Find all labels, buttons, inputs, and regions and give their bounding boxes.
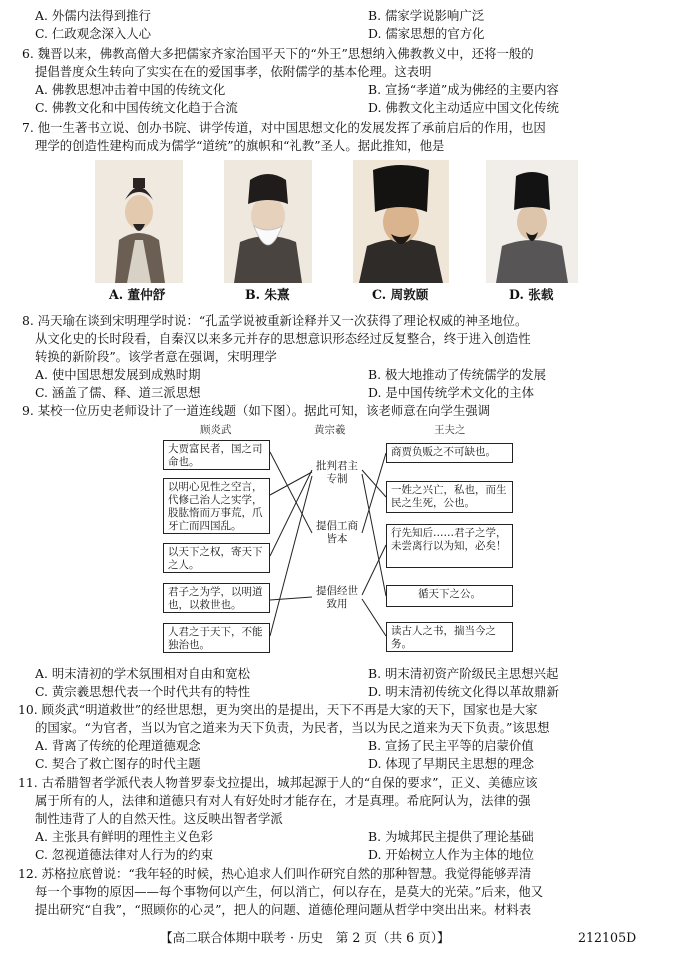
center-item-1: 批判君主专制: [316, 460, 358, 485]
q5-option-d: D. 儒家思想的官方化: [368, 26, 485, 41]
left-box-5: 人君之于天下，不能独治也。: [163, 623, 270, 653]
q7-option-a: A. 董仲舒: [109, 287, 166, 302]
col-head-gu-yanwu: 顾炎武: [200, 424, 232, 436]
right-box-4: 循天下之公。: [386, 585, 513, 607]
q6-option-a: A. 佛教思想冲击着中国的传统文化: [35, 82, 226, 97]
q10-option-c: C. 契合了救亡图存的时代主题: [35, 756, 201, 771]
q8-option-d: D. 是中国传统学术文化的主体: [368, 385, 535, 400]
q7-stem-line-1: 7. 他一生著书立说、创办书院、讲学传道，对中国思想文化的发展发挥了承前启后的作用，也因: [22, 120, 546, 135]
q12-stem-line-3: 提出研究“自我”，“照顾你的心灵”，把人的问题、道德伦理问题从哲学中突出出来。材料表: [35, 902, 532, 917]
right-box-1: 商贾负贩之不可缺也。: [386, 443, 513, 463]
q5-option-a: A. 外儒内法得到推行: [35, 8, 151, 23]
q7-option-b: B. 朱熹: [245, 287, 290, 302]
q10-option-b: B. 宣扬了民主平等的启蒙价值: [368, 738, 534, 753]
q11-option-b: B. 为城邦民主提供了理论基础: [368, 829, 534, 844]
q8-option-a: A. 使中国思想发展到成熟时期: [35, 367, 201, 382]
q9-option-b: B. 明末清初资产阶级民主思想兴起: [368, 666, 559, 681]
col-head-huang-zongxi: 黄宗羲: [314, 424, 346, 436]
right-box-2: 一姓之兴亡，私也，而生民之生死，公也。: [386, 481, 513, 513]
right-box-5: 读古人之书，揣当今之务。: [386, 622, 513, 652]
q8-stem-line-2: 从文化史的长时段看，自秦汉以来多元并存的思想意识形态经过反复整合，终于进入创造性: [35, 331, 531, 346]
q12-stem-line-1: 12. 苏格拉底曾说：“我年轻的时候，热心追求人们叫作研究自然的那种智慧。我觉得能够弄清: [18, 866, 532, 881]
q9-option-d: D. 明末清初传统文化得以革故鼎新: [368, 684, 559, 699]
q8-option-c: C. 涵盖了儒、释、道三派思想: [35, 385, 201, 400]
q9-option-a: A. 明末清初的学术氛围相对自由和宽松: [35, 666, 251, 681]
q6-option-b: B. 宣扬“孝道”成为佛经的主要内容: [368, 82, 559, 97]
q6-option-c: C. 佛教文化和中国传统文化趋于合流: [35, 100, 238, 115]
q5-option-b: B. 儒家学说影响广泛: [368, 8, 485, 23]
center-item-3: 提倡经世致用: [316, 585, 358, 610]
q8-stem-line-3: 转换的新阶段”。该学者意在强调，宋明理学: [35, 349, 277, 364]
q8-stem-line-1: 8. 冯天瑜在谈到宋明理学时说：“孔孟学说被重新诠释并又一次获得了理论权威的神圣地位。: [22, 313, 528, 328]
q11-stem-line-2: 属于所有的人，法律和道德只有对人有好处时才能存在，才是真理。希庇阿认为，法律的强: [35, 793, 531, 808]
q9-option-c: C. 黄宗羲思想代表一个时代共有的特性: [35, 684, 251, 699]
q11-option-d: D. 开始树立人作为主体的地位: [368, 847, 535, 862]
q7-option-d: D. 张载: [509, 287, 554, 302]
q10-option-a: A. 背离了传统的伦理道德观念: [35, 738, 201, 753]
q11-option-c: C. 忽视道德法律对人行为的约束: [35, 847, 213, 862]
col-head-wang-fuzhi: 王夫之: [434, 424, 466, 436]
q5-option-c: C. 仁政观念深入人心: [35, 26, 152, 41]
center-item-2: 提倡工商皆本: [316, 520, 358, 545]
left-box-3: 以天下之权，寄天下之人。: [163, 543, 270, 573]
q12-stem-line-2: 每一个事物的原因——每个事物何以产生，何以消亡，何以存在，是莫大的光荣。”后来，他又: [35, 884, 544, 899]
q9-stem: 9. 某校一位历史老师设计了一道连线题（如下图）。据此可知，该老师意在向学生强调: [22, 403, 491, 418]
left-box-1: 大贾富民者，国之司命也。: [163, 440, 270, 470]
footer-title: 【高二联合体期中联考 · 历史 第 2 页（共 6 页）】: [160, 930, 450, 945]
q8-option-b: B. 极大地推动了传统儒学的发展: [368, 367, 547, 382]
q11-option-a: A. 主张具有鲜明的理性主义色彩: [35, 829, 213, 844]
q11-stem-line-3: 制性违背了人的自然天性。这反映出智者学派: [35, 811, 283, 826]
q11-stem-line-1: 11. 古希腊智者学派代表人物普罗泰戈拉提出，城邦起源于人的“自保的要求”，正义、美德应该: [18, 775, 538, 790]
left-box-4: 君子之为学，以明道也，以救世也。: [163, 583, 270, 613]
q10-option-d: D. 体现了早期民主思想的理念: [368, 756, 535, 771]
footer-code: 212105D: [578, 930, 637, 945]
q7-option-c: C. 周敦颐: [372, 287, 429, 302]
q6-option-d: D. 佛教文化主动适应中国文化传统: [368, 100, 559, 115]
q7-stem-line-2: 理学的创造性建构而成为儒学“道统”的旗帜和“礼教”圣人。据此推知，他是: [35, 138, 445, 153]
q10-stem-line-1: 10. 顾炎武“明道救世”的经世思想，更为突出的是提出，天下不再是大家的天下，国家也是大家: [18, 702, 538, 717]
q6-stem-line-2: 提倡普度众生转向了实实在在的爱国事孝，依附儒学的基本伦理。这表明: [35, 64, 432, 79]
left-box-2: 以明心见性之空言，代修己治人之实学，股肱惰而万事荒，爪牙亡而四国乱。: [163, 478, 270, 534]
q6-stem-line-1: 6. 魏晋以来，佛教高僧大多把儒家齐家治国平天下的“外王”思想纳入佛教教义中，还将一般的: [22, 46, 534, 61]
q10-stem-line-2: 的国家。“为官者，当以为官之道来为天下负责，为民者，当以为民之道来为天下负责。”该思想: [35, 720, 550, 735]
right-box-3: 行先知后……君子之学，未尝离行以为知，必矣！: [386, 524, 513, 568]
